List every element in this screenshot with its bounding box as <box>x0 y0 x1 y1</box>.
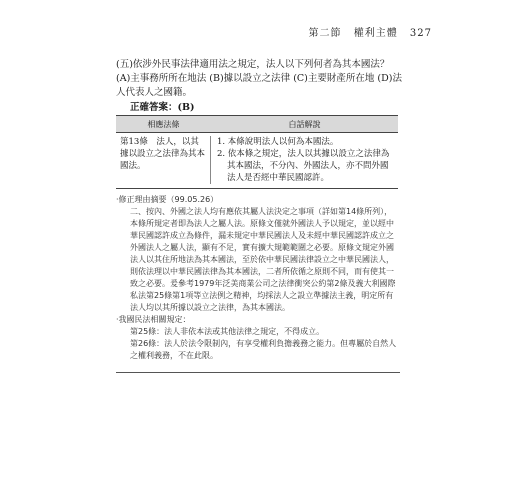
page-number: 327 <box>409 28 432 39</box>
header-explain: 白話解說 <box>288 119 321 129</box>
explain-cell <box>211 136 398 184</box>
section-label: 第二節 <box>308 28 342 39</box>
table-row <box>116 133 398 188</box>
notes-section <box>116 194 400 362</box>
bottom-rule <box>116 372 400 373</box>
note2-title: ‧我國民法相關規定： <box>116 315 191 324</box>
header-law: 相應法條 <box>147 119 180 129</box>
page-header <box>301 24 432 39</box>
law-cell: 第13條 法人，以其據以設立之法律為其本國法。 <box>116 136 211 184</box>
table-header <box>116 116 398 133</box>
section-title: 權利主體 <box>353 28 398 39</box>
question-text: (五)依涉外民事法律適用法之規定，法人以下列何者為其本國法？ (A)主事務所所在地法 (B)據以設立之法律 (C)主要財產所在地 (D)法人代表人之國籍。 <box>116 59 402 98</box>
law-table <box>116 115 398 189</box>
article-26: 第26條：法人於法令限制內，有享受權利負擔義務之能力。但專屬於自然人之權利義務，不在此限。 <box>130 339 397 360</box>
note1-body: 二、按內、外國之法人均有應依其屬人法決定之事項（詳如第14條所列），本條所規定者即為法人之屬人法。原條文僅就外國法人予以規定，並以經中華民國認許成立為條件，漏未規定中華民國法人及未經中華民國認許成立之外國法人之屬人法，顯有不足，實有擴大規範範圍之必要。原條文規定外國法人以其住所地法為其本國法，至於依中華民國法律設立之中華民國法人，則依法理以中華民國法律為其本國法，二者所依循之原則不同，而有使其一致之必要。爰參考1979年泛美商業公司之法律衝突公約第2條及義大利國際私法第25條第1項等立法例之精神，均採法人之設立準據法主義，明定所有法人均以其所據以設立之法律，為其本國法。 <box>130 207 396 312</box>
note1-title: ‧修正理由摘要（99.05.26） <box>116 195 219 204</box>
explain-item: 1. 本條說明法人以何為本國法。 <box>217 137 339 147</box>
article-25: 第25條：法人非依本法或其他法律之規定，不得成立。 <box>130 327 325 336</box>
answer-text: 正確答案：(B) <box>130 102 195 113</box>
explain-item: 2. 依本條之規定，法人以其據以設立之法律為其本國法，不分內、外國法人，亦不問外國法人是否經中華民國認許。 <box>217 149 390 183</box>
